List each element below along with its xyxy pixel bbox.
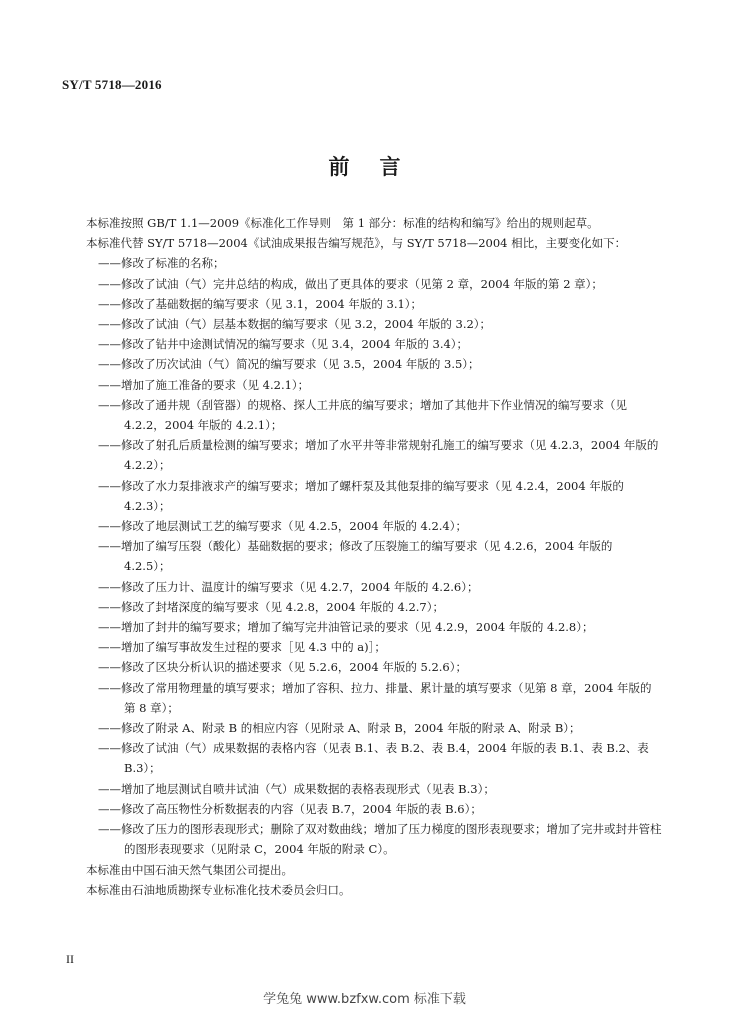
list-item: ——修改了钻井中途测试情况的编写要求（见 3.4，2004 年版的 3.4）； [98, 337, 469, 352]
list-item: ——修改了通井规（刮管器）的规格、探人工井底的编写要求；增加了其他井下作业情况的编写要求（见 4.2.2，2004 年版的 4.2.1）； [98, 397, 627, 433]
watermark-text: 学兔兔 www.bzfxw.com 标准下载 [263, 992, 466, 1007]
list-item: ——修改了高压物性分析数据表的内容（见表 B.7，2004 年版的表 B.6）； [98, 801, 482, 816]
list-item: ——修改了区块分析认识的描述要求（见 5.2.6，2004 年版的 5.2.6）； [98, 660, 468, 675]
list-item: ——修改了常用物理量的填写要求；增加了容积、拉力、排量、累计量的填写要求（见第 8 章，2004 年版的第 8 章）； [98, 680, 652, 715]
proposer-statement: 本标准由中国石油天然气集团公司提出。 [86, 862, 293, 877]
list-item: ——增加了施工准备的要求（见 4.2.1）； [98, 377, 310, 392]
list-item: ——修改了压力计、温度计的编写要求（见 4.2.7，2004 年版的 4.2.6）； [98, 579, 479, 594]
list-item: ——增加了编写事故发生过程的要求［见 4.3 中的 a)］； [98, 640, 386, 655]
foreword-body [62, 213, 662, 900]
list-item: ——修改了标准的名称； [98, 256, 225, 271]
intro-paragraph: 本标准代替 SY/T 5718—2004《试油成果报告编写规范》，与 SY/T 5718—2004 相比，主要变化如下： [86, 236, 627, 251]
list-item: ——修改了射孔后质量检测的编写要求；增加了水平井等非常规射孔施工的编写要求（见 4.2.3，2004 年版的 4.2.2）； [98, 438, 659, 473]
standard-code: SY/T 5718—2016 [62, 77, 162, 92]
list-item: ——修改了基础数据的编写要求（见 3.1，2004 年版的 3.1）； [98, 296, 423, 311]
page-number: II [66, 952, 74, 966]
list-item: ——修改了试油（气）成果数据的表格内容（见表 B.1、表 B.2、表 B.4，2004 年版的表 B.1、表 B.2、表 B.3）； [98, 741, 649, 776]
list-item: ——增加了地层测试自喷井试油（气）成果数据的表格表现形式（见表 B.3）； [98, 781, 495, 796]
list-item: ——修改了地层测试工艺的编写要求（见 4.2.5，2004 年版的 4.2.4）； [98, 519, 468, 534]
list-item: ——修改了附录 A、附录 B 的相应内容（见附录 A、附录 B，2004 年版的附录 A、附录 B）； [98, 721, 581, 736]
committee-statement: 本标准由石油地质勘探专业标准化技术委员会归口。 [86, 882, 351, 897]
list-item: ——修改了历次试油（气）简况的编写要求（见 3.5，2004 年版的 3.5）； [98, 357, 480, 372]
list-item: ——增加了编写压裂（酸化）基础数据的要求；修改了压裂施工的编写要求（见 4.2.6，2004 年版的 4.2.5）； [98, 539, 613, 574]
list-item: ——修改了水力泵排液求产的编写要求；增加了螺杆泵及其他泵排的编写要求（见 4.2.4，2004 年版的 4.2.3）； [98, 478, 624, 513]
list-item: ——修改了试油（气）完井总结的构成，做出了更具体的要求（见第 2 章，2004 年版的第 2 章）； [98, 276, 603, 291]
changes-list [62, 253, 662, 859]
list-item: ——修改了试油（气）层基本数据的编写要求（见 3.2，2004 年版的 3.2）； [98, 317, 492, 332]
list-item: ——修改了压力的图形表现形式；删除了双对数曲线；增加了压力梯度的图形表现要求；增加了完井或封井管柱的图形表现要求（见附录 C，2004 年版的附录 C）。 [98, 822, 662, 857]
list-item: ——修改了封堵深度的编写要求（见 4.2.8，2004 年版的 4.2.7）； [98, 599, 445, 614]
page-title: 前言 [328, 154, 431, 179]
intro-paragraph: 本标准按照 GB/T 1.1—2009《标准化工作导则 第 1 部分：标准的结构和编写》给出的规则起草。 [86, 216, 599, 230]
list-item: ——增加了封井的编写要求；增加了编写完井油管记录的要求（见 4.2.9，2004 年版的 4.2.8）； [98, 620, 594, 635]
